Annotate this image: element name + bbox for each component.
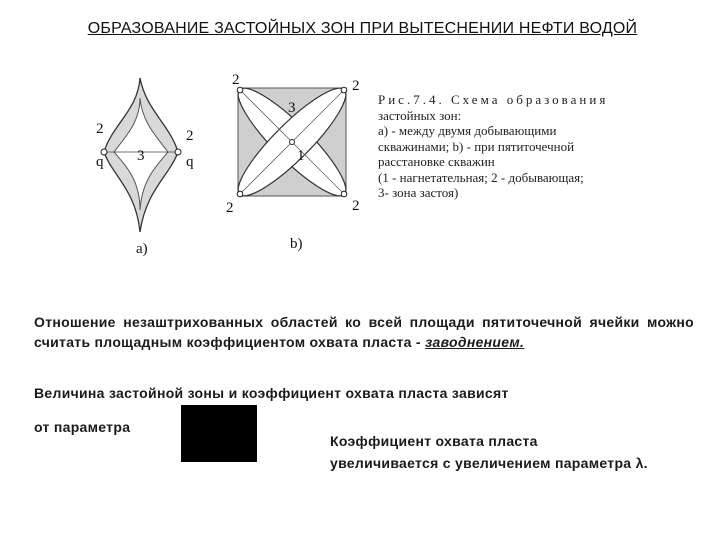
figure-a bbox=[96, 78, 194, 257]
paragraph-text: Отношение незаштрихованных областей ко всей площади пятиточечной ячейки можно считать площадным коэффициентом охвата пласта - bbox=[34, 314, 694, 350]
figure-a-mark-center: 3 bbox=[137, 148, 145, 164]
caption-line: застойных зон: bbox=[378, 107, 462, 123]
caption-line: (1 - нагнетательная; 2 - добывающая; bbox=[378, 169, 584, 185]
figure-b-corner-tr: 2 bbox=[352, 78, 360, 94]
paragraph-conclusion: Коэффициент охвата пласта увеличивается с увеличением параметра λ. bbox=[330, 433, 648, 471]
figure-b-zone-mark: 3 bbox=[288, 100, 296, 116]
caption-lead: Рис.7.4. Схема образования bbox=[378, 92, 609, 107]
figure-caption bbox=[378, 92, 640, 201]
figure-a-mark-right-top: 2 bbox=[186, 128, 194, 144]
paragraph-parameter: от параметра bbox=[34, 419, 131, 435]
caption-line: а) - между двумя добывающими bbox=[378, 123, 557, 138]
figure-b-corner-bl: 2 bbox=[226, 200, 234, 216]
figure-b-label: b) bbox=[290, 236, 303, 252]
caption-line: расстановке скважин bbox=[378, 154, 495, 169]
paragraph-emphasis: заводнением. bbox=[425, 334, 525, 350]
figure-a-label: a) bbox=[136, 241, 148, 257]
figure-b bbox=[226, 72, 360, 252]
figure-b-corner-br: 2 bbox=[352, 198, 360, 214]
slide-title: ОБРАЗОВАНИЕ ЗАСТОЙНЫХ ЗОН ПРИ ВЫТЕСНЕНИИ НЕФТИ ВОДОЙ bbox=[87, 20, 638, 37]
formula-image bbox=[181, 405, 257, 462]
figure-a-mark-left-bottom: q bbox=[96, 154, 104, 170]
figure-a-mark-left-top: 2 bbox=[96, 121, 104, 137]
caption-line: 3- зона застоя) bbox=[378, 185, 459, 200]
figure-b-center-mark: 1 bbox=[297, 148, 305, 164]
paragraph-coverage-definition bbox=[34, 312, 694, 352]
figure-a-mark-right-bottom: q bbox=[186, 154, 194, 170]
paragraph-dependency: Величина застойной зоны и коэффициент охвата пласта зависят bbox=[34, 385, 509, 401]
caption-line: скважинами; b) - при пятиточечной bbox=[378, 138, 575, 154]
figure-b-corner-tl: 2 bbox=[232, 72, 240, 88]
